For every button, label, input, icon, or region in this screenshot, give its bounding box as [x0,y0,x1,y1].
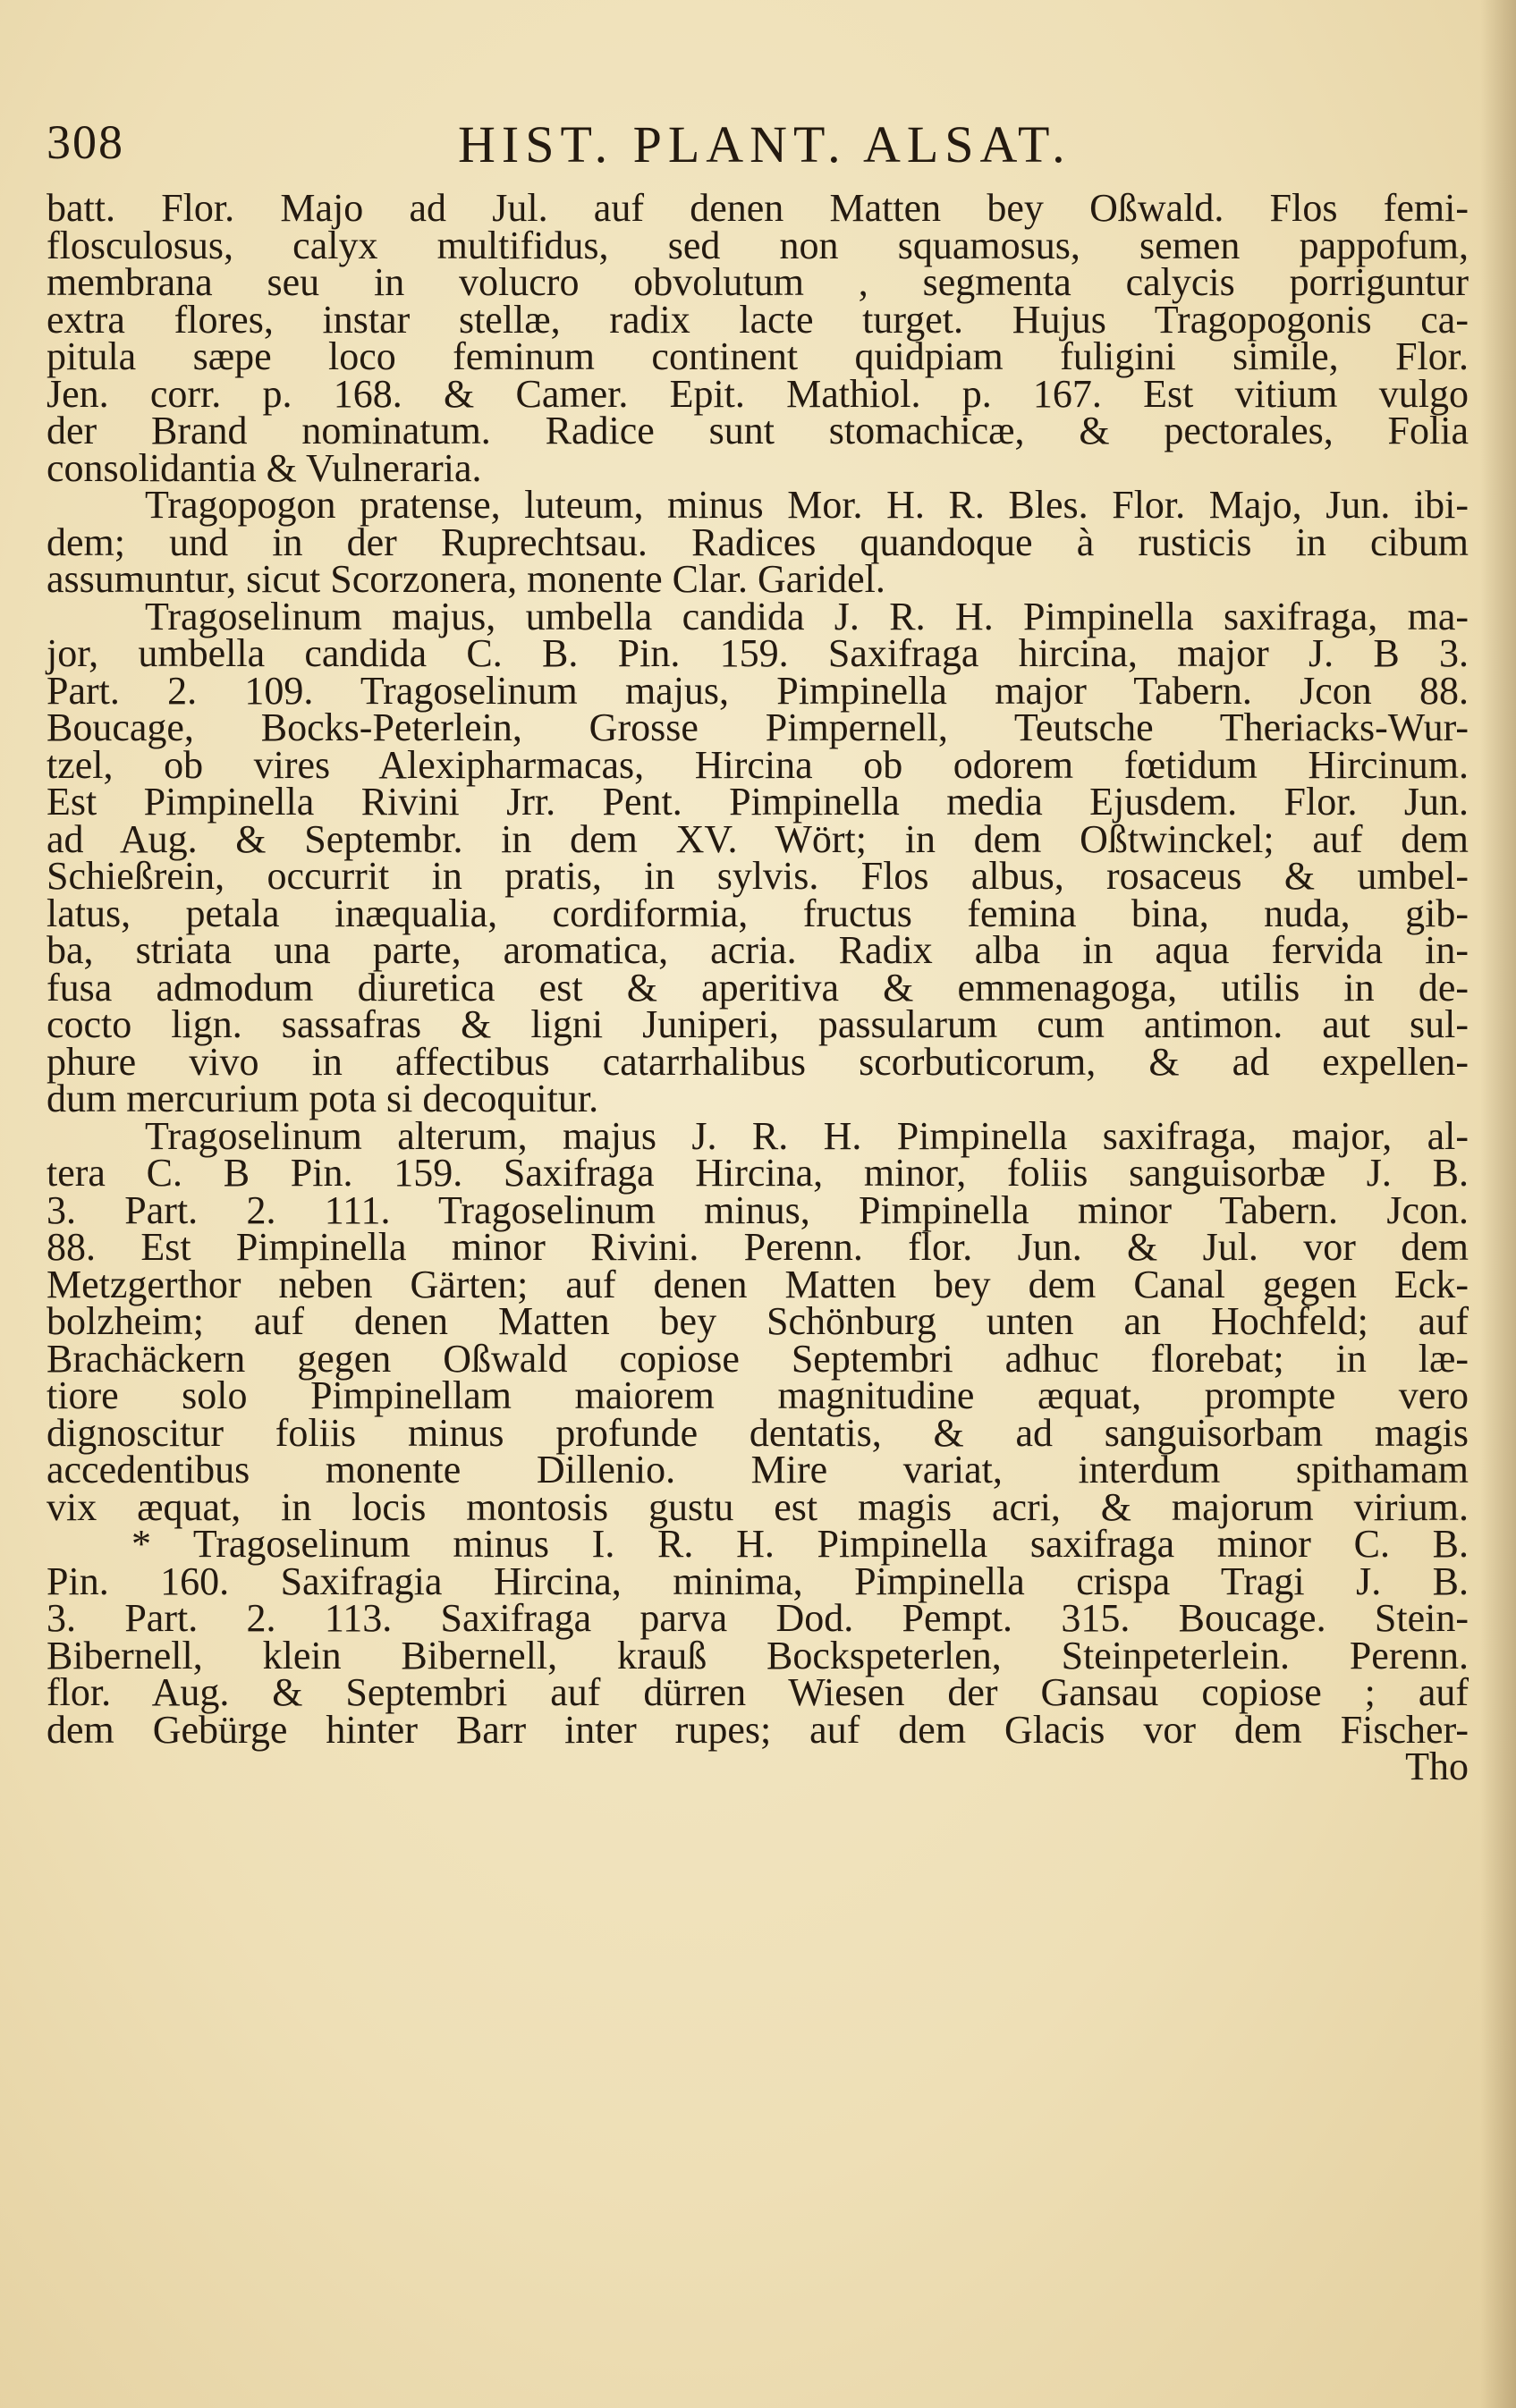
text-line: assumuntur, sicut Scorzonera, monente Clar. Garidel. [47,557,885,601]
entry-heading-line: * Tragoselinum minus I. R. H. Pimpinella saxifraga minor C. B. [131,1522,1469,1566]
text-line: der Brand nominatum. Radice sunt stomachicæ, & pectorales, Folia [47,409,1469,452]
text-line: dem; und in der Ruprechtsau. Radices quandoque à rusticis in cibum [47,520,1469,564]
text-line: Part. 2. 109. Tragoselinum majus, Pimpinella major Tabern. Jcon 88. [47,668,1469,713]
text-line: tiore solo Pimpinellam maiorem magnitudine æquat, prompte vero [47,1373,1469,1417]
text-line: cocto lign. sassafras & ligni Juniperi, passularum cum antimon. aut sul- [47,1002,1469,1046]
text-line: Est Pimpinella Rivini Jrr. Pent. Pimpinella media Ejusdem. Flor. Jun. [47,780,1469,824]
text-line: 3. Part. 2. 111. Tragoselinum minus, Pimpinella minor Tabern. Jcon. [47,1187,1469,1232]
text-line: dum mercurium pota si decoquitur. [47,1077,599,1120]
text-line: tera C. B Pin. 159. Saxifraga Hircina, minor, foliis sanguisorbæ J. B. [47,1151,1469,1195]
text-line: bolzheim; auf denen Matten bey Schönburg unten an Hochfeld; auf [47,1299,1469,1343]
page-body [47,186,1469,1788]
text-line: accedentibus monente Dillenio. Mire variat, interdum spithamam [47,1448,1469,1491]
text-line: Boucage, Bocks-Peterlein, Grosse Pimpernell, Teutsche Theriacks-Wur- [47,706,1469,749]
text-line: consolidantia & Vulneraria. [47,445,482,490]
text-line: Jen. corr. p. 168. & Camer. Epit. Mathiol. p. 167. Est vitium vulgo [47,371,1469,416]
text-line: ba, striata una parte, aromatica, acria. Radix alba in aqua fervida in- [47,928,1469,972]
running-title: HIST. PLANT. ALSAT. [458,115,1071,173]
text-line: tzel, ob vires Alexipharmacas, Hircina ob odorem fœtidum Hircinum. [47,742,1469,787]
text-line: fusa admodum diuretica est & aperitiva & emmenagoga, utilis in de- [47,965,1469,1010]
text-line: latus, petala inæqualia, cordiformia, fructus femina bina, nuda, gib- [47,891,1469,935]
text-line: pitula sæpe loco feminum continent quidpiam fuligini simile, Flor. [47,334,1469,378]
text-line: extra flores, instar stellæ, radix lacte turget. Hujus Tragopogonis ca- [47,297,1469,342]
text-line: Pin. 160. Saxifragia Hircina, minima, Pimpinella crispa Tragi J. B. [47,1559,1469,1603]
entry-heading-line: Tragoselinum alterum, majus J. R. H. Pimpinella saxifraga, major, al- [145,1113,1469,1158]
text-line: phure vivo in affectibus catarrhalibus scorbuticorum, & ad expellen- [47,1039,1469,1084]
text-line: Bibernell, klein Bibernell, krauß Bockspeterlen, Steinpeterlein. Perenn. [47,1633,1469,1677]
page-header [47,114,1462,186]
text-line: 3. Part. 2. 113. Saxifraga parva Dod. Pempt. 315. Boucage. Stein- [47,1596,1469,1640]
text-line: membrana seu in volucro obvolutum , segmenta calycis porriguntur [47,260,1469,304]
catchword: Tho [1405,1745,1469,1788]
entry-heading-line: Tragoselinum majus, umbella candida J. R. H. Pimpinella saxifraga, ma- [145,594,1469,638]
text-line: Metzgerthor neben Gärten; auf denen Matten bey dem Canal gegen Eck- [47,1262,1469,1306]
page-number: 308 [47,115,124,169]
text-line: dem Gebürge hinter Barr inter rupes; auf dem Glacis vor dem Fischer- [47,1707,1469,1752]
text-line: dignoscitur foliis minus profunde dentatis, & ad sanguisorbam magis [47,1410,1469,1455]
text-line: vix æquat, in locis montosis gustu est magis acri, & majorum virium. [47,1484,1469,1529]
text-line: Schießrein, occurrit in pratis, in sylvis. Flos albus, rosaceus & umbel- [47,854,1469,898]
text-line: flosculosus, calyx multifidus, sed non squamosus, semen pappofum, [47,223,1469,267]
text-line: jor, umbella candida C. B. Pin. 159. Saxifraga hircina, major J. B 3. [47,631,1469,675]
text-line: batt. Flor. Majo ad Jul. auf denen Matten bey Oßwald. Flos femi- [47,186,1469,230]
entry-heading-line: Tragopogon pratense, luteum, minus Mor. H. R. Bles. Flor. Majo, Jun. ibi- [145,483,1469,527]
text-line: 88. Est Pimpinella minor Rivini. Perenn. flor. Jun. & Jul. vor dem [47,1225,1469,1269]
text-line: ad Aug. & Septembr. in dem XV. Wört; in dem Oßtwinckel; auf dem [47,816,1469,861]
text-line: flor. Aug. & Septembri auf dürren Wiesen der Gansau copiose ; auf [47,1670,1469,1714]
text-line: Brachäckern gegen Oßwald copiose Septembri adhuc florebat; in læ- [47,1336,1469,1381]
page-edge-shadow [1480,0,1516,2408]
